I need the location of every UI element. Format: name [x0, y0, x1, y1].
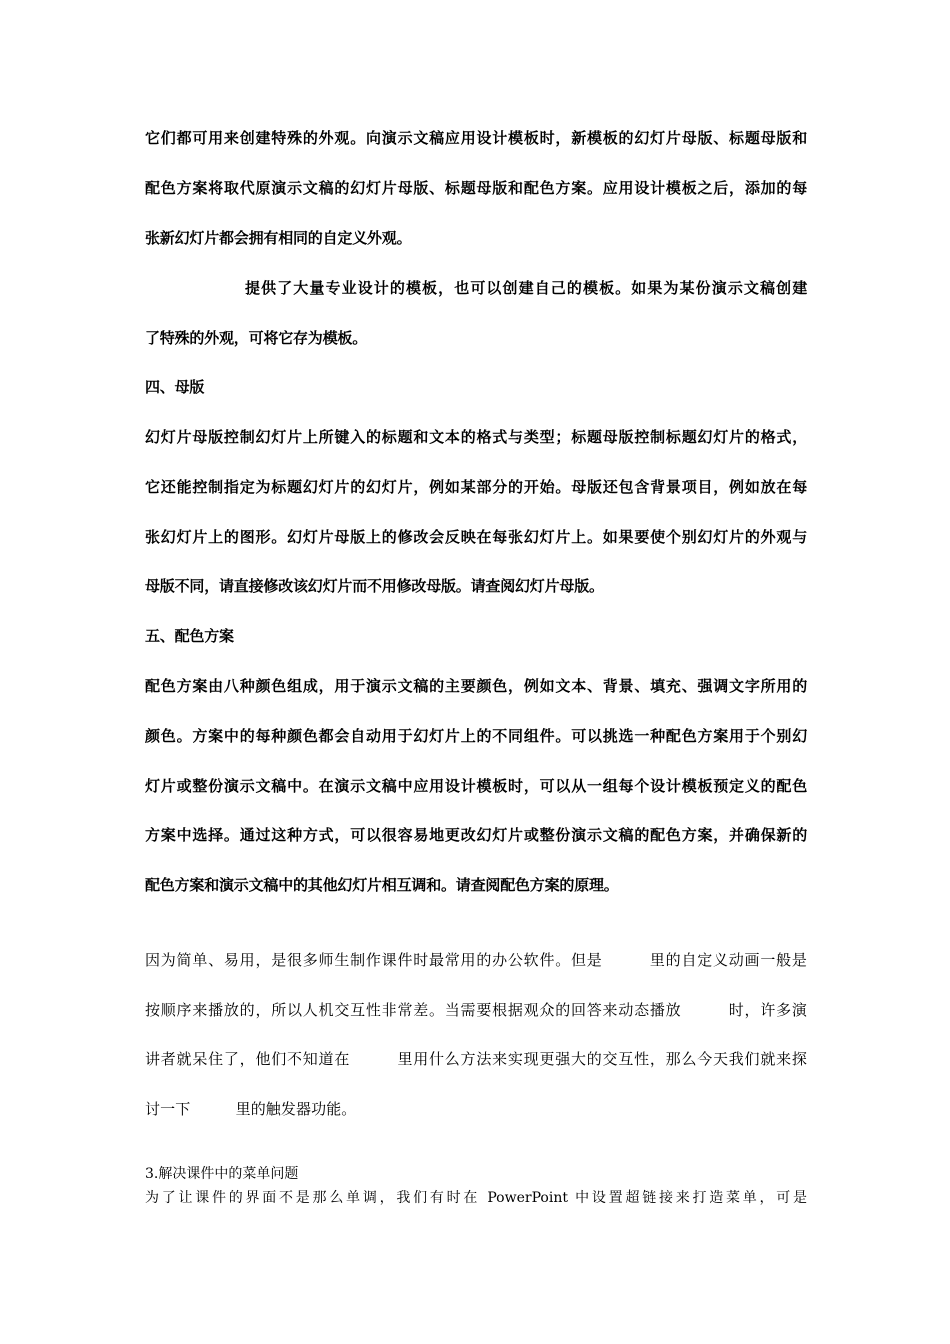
- paragraph-line: 配色方案由八种颜色组成，用于演示文稿的主要颜色，例如文本、背景、填充、强调文字所用的: [145, 677, 807, 695]
- paragraph-line: 讲者就呆住了，他们不知道在 里用什么方法来实现更强大的交互性，那么今天我们就来探: [145, 1050, 807, 1068]
- section-heading: 五、配色方案: [145, 627, 234, 645]
- section-title: 3.解决课件中的菜单问题: [145, 1166, 299, 1182]
- paragraph-line: 按顺序来播放的，所以人机交互性非常差。当需要根据观众的回答来动态播放 时，许多演: [145, 1001, 807, 1019]
- paragraph-line: 它还能控制指定为标题幻灯片的幻灯片，例如某部分的开始。母版还包含背景项目，例如放在每: [145, 478, 807, 496]
- paragraph-line: 张幻灯片上的图形。幻灯片母版上的修改会反映在每张幻灯片上。如果要使个别幻灯片的外观与: [145, 528, 807, 546]
- paragraph-line: 配色方案和演示文稿中的其他幻灯片相互调和。请查阅配色方案的原理。: [145, 876, 619, 894]
- paragraph-line: 因为简单、易用，是很多师生制作课件时最常用的办公软件。但是 里的自定义动画一般是: [145, 951, 807, 969]
- paragraph-line: 配色方案将取代原演示文稿的幻灯片母版、标题母版和配色方案。应用设计模板之后，添加的每: [145, 179, 807, 197]
- section-heading: 四、母版: [145, 378, 205, 396]
- paragraph-line: 它们都可用来创建特殊的外观。向演示文稿应用设计模板时，新模板的幻灯片母版、标题母版和: [145, 129, 807, 147]
- paragraph-line: 颜色。方案中的每种颜色都会自动用于幻灯片上的不同组件。可以挑选一种配色方案用于个别幻: [145, 727, 807, 745]
- paragraph-line: 方案中选择。通过这种方式，可以很容易地更改幻灯片或整份演示文稿的配色方案，并确保新的: [145, 826, 807, 844]
- paragraph-line: 提供了大量专业设计的模板，也可以创建自己的模板。如果为某份演示文稿创建: [245, 279, 807, 297]
- paragraph-line: 张新幻灯片都会拥有相同的自定义外观。: [145, 229, 412, 247]
- paragraph-line: 母版不同，请直接修改该幻灯片而不用修改母版。请查阅幻灯片母版。: [145, 577, 604, 595]
- paragraph-line: 幻灯片母版控制幻灯片上所键入的标题和文本的格式与类型；标题母版控制标题幻灯片的格式，: [145, 428, 807, 446]
- paragraph-line: 了特殊的外观，可将它存为模板。: [145, 329, 368, 347]
- paragraph-line: 为了让课件的界面不是那么单调，我们有时在 PowerPoint 中设置超链接来打造菜单，可是: [145, 1190, 807, 1206]
- paragraph-line: 讨一下 里的触发器功能。: [145, 1100, 357, 1118]
- paragraph-line: 灯片或整份演示文稿中。在演示文稿中应用设计模板时，可以从一组每个设计模板预定义的配色: [145, 777, 807, 795]
